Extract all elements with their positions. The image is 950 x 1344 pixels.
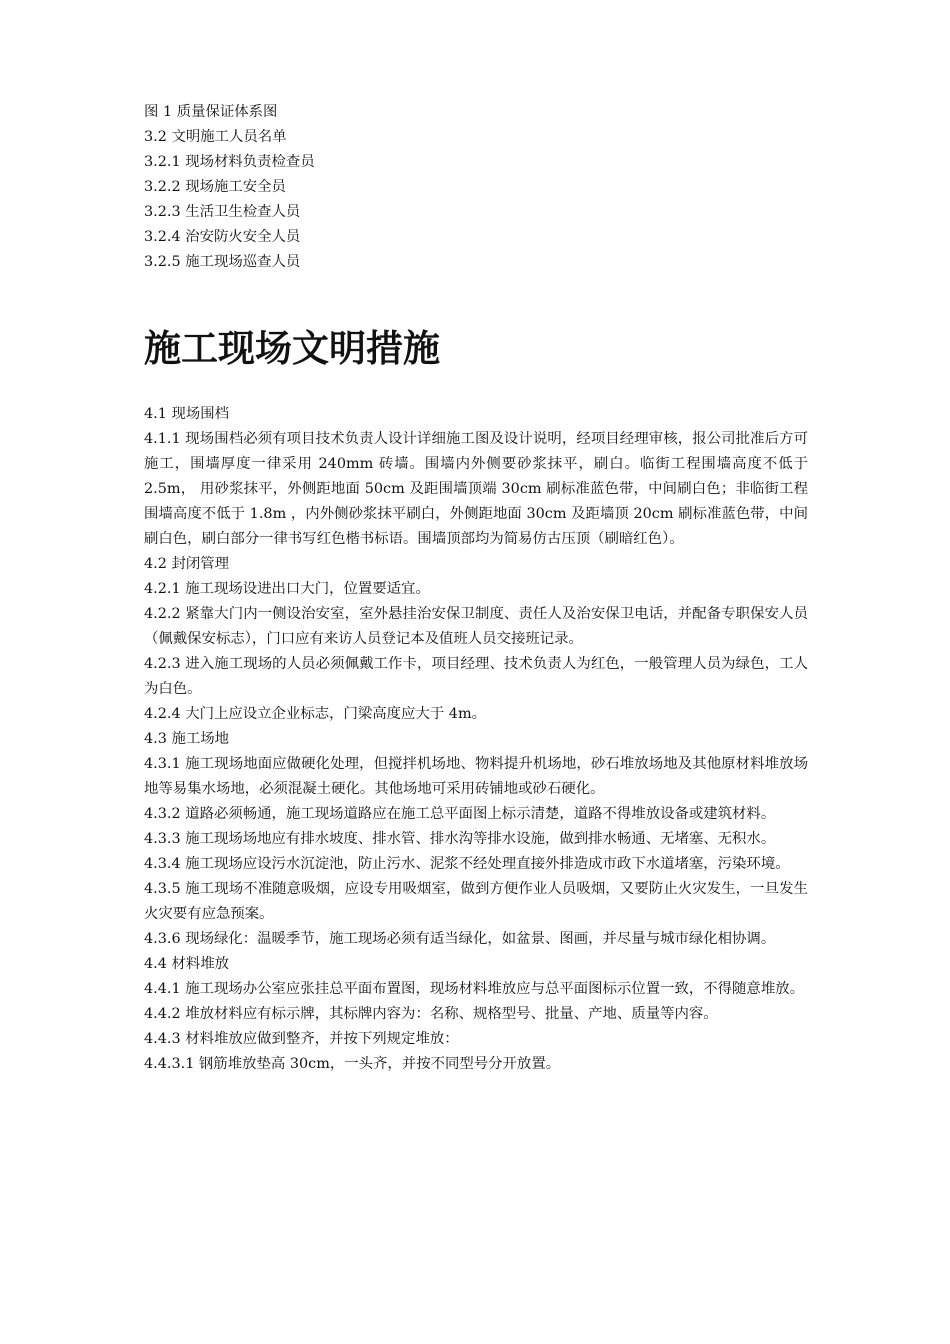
paragraph: 4.4.2 堆放材料应有标示牌，其标牌内容为：名称、规格型号、批量、产地、质量等内容。 [144,1006,718,1022]
paragraph: 4.4.3.1 钢筋堆放垫高 30cm，一头齐，并按不同型号分开放置。 [144,1056,561,1072]
section-heading: 4.4 材料堆放 [144,956,230,972]
paragraph: 4.3.2 道路必须畅通，施工现场道路应在施工总平面图上标示清楚，道路不得堆放设备或建筑材料。 [144,806,776,822]
list-item: 3.2.1 现场材料负责检查员 [144,154,315,170]
personnel-list [144,100,808,275]
section-heading: 4.2 封闭管理 [144,556,230,572]
paragraph: 4.3.3 施工现场场地应有排水坡度、排水管、排水沟等排水设施，做到排水畅通、无堵塞、无积水。 [144,831,776,847]
document-page [144,100,808,1077]
paragraph: 4.3.4 施工现场应设污水沉淀池，防止污水、泥浆不经处理直接外排造成市政下水道堵塞，污染环境。 [144,856,790,872]
list-item: 3.2.3 生活卫生检查人员 [144,204,301,220]
section-heading: 4.1 现场围档 [144,406,230,422]
page-title: 施工现场文明措施 [144,327,440,370]
paragraph: 4.3.5 施工现场不准随意吸烟，应设专用吸烟室，做到方便作业人员吸烟，又要防止火灾发生，一旦发生火灾要有应急预案。 [144,881,808,922]
list-item: 3.2.4 治安防火安全人员 [144,229,301,245]
paragraph: 4.3.6 现场绿化：温暖季节，施工现场必须有适当绿化，如盆景、图画，并尽量与城市绿化相协调。 [144,931,776,947]
figure-caption: 图 1 质量保证体系图 [144,104,278,120]
paragraph: 4.2.2 紧靠大门内一侧设治安室，室外悬挂治安保卫制度、责任人及治安保卫电话，并配备专职保安人员（佩戴保安标志），门口应有来访人员登记本及值班人员交接班记录。 [144,606,808,647]
paragraph: 4.3.1 施工现场地面应做硬化处理，但搅拌机场地、物料提升机场地，砂石堆放场地及其他原材料堆放场地等易集水场地，必须混凝土硬化。其他场地可采用砖铺地或砂石硬化。 [144,756,808,797]
list-item: 3.2.5 施工现场巡查人员 [144,254,301,270]
paragraph: 4.4.1 施工现场办公室应张挂总平面布置图，现场材料堆放应与总平面图标示位置一致，不得随意堆放。 [144,981,804,997]
paragraph: 4.4.3 材料堆放应做到整齐，并按下列规定堆放： [144,1031,459,1047]
paragraph: 4.2.4 大门上应设立企业标志，门梁高度应大于 4m。 [144,706,486,722]
paragraph: 4.2.1 施工现场设进出口大门，位置要适宜。 [144,581,430,597]
list-item: 3.2.2 现场施工安全员 [144,179,286,195]
paragraph: 4.2.3 进入施工现场的人员必须佩戴工作卡，项目经理、技术负责人为红色，一般管理人员为绿色，工人为白色。 [144,656,808,697]
section-heading: 4.3 施工场地 [144,731,230,747]
paragraph: 4.1.1 现场围档必须有项目技术负责人设计详细施工图及设计说明，经项目经理审核，报公司批准后方可施工，围墙厚度一律采用 240mm 砖墙。围墙内外侧要砂浆抹平，刷白。临街工程围墙高度不低于 2.5m， 用砂浆抹平，外侧距地面 50cm 及距围墙顶端 30cm 刷标准蓝色带，中间刷白色；非临街工程围墙高度不低于 1.8m ，内外侧砂浆抹平刷白，外侧距地面 30cm 及距墙顶 20cm 刷标准蓝色带，中间刷白色，刷白部分一律书写红色楷书标语。围墙顶部均为简易仿古压顶（刷暗红色）。 [144,431,808,547]
body-text [144,402,808,1077]
section-heading-3-2: 3.2 文明施工人员名单 [144,129,287,145]
